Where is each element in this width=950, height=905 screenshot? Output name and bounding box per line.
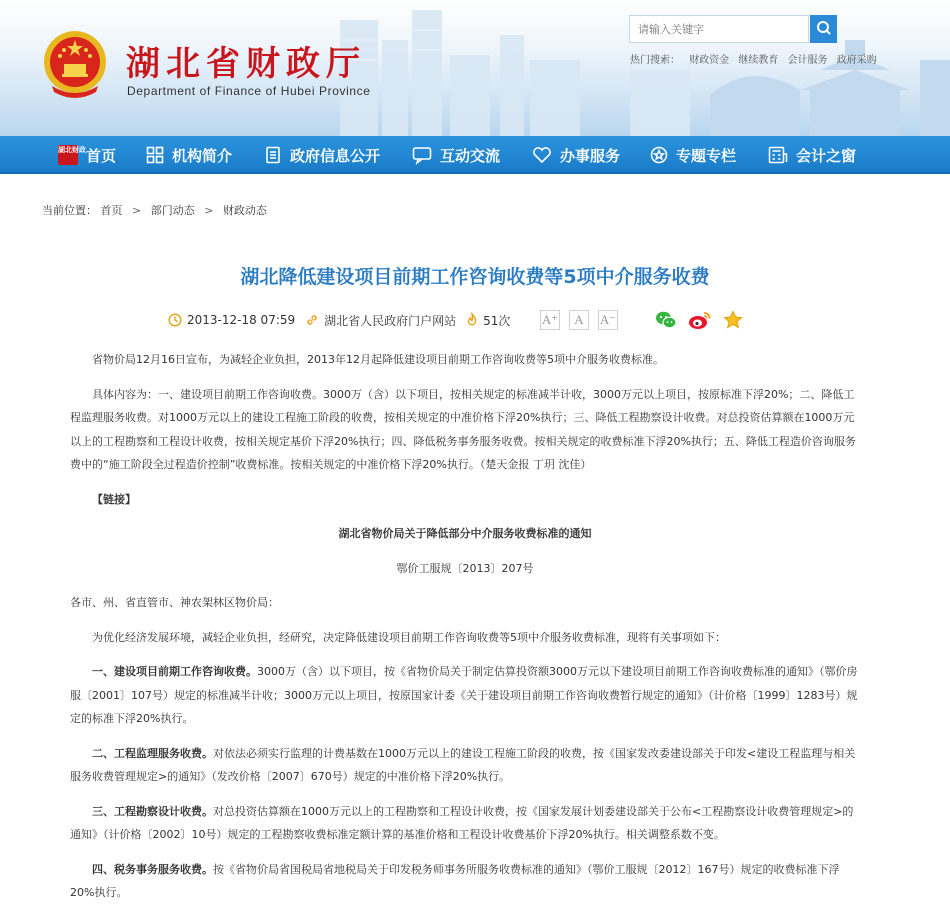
hot-link-finance-funds[interactable]: 财政资金 — [689, 55, 730, 66]
weibo-share-icon[interactable] — [688, 310, 712, 330]
notice-document-number: 鄂价工服规〔2013〕207号 — [396, 561, 534, 575]
notice-item-3 — [70, 800, 860, 847]
chat-icon — [412, 146, 432, 164]
site-title: 湖北省财政厅 — [126, 44, 366, 84]
notice-item-heading: 四、税务事务服务收费。 — [92, 862, 213, 876]
breadcrumb-department-news[interactable]: 部门动态 — [150, 204, 195, 217]
wechat-share-icon[interactable] — [655, 310, 677, 330]
grid-icon — [146, 146, 164, 164]
nav-item-home[interactable] — [58, 136, 116, 174]
article-title: 湖北降低建设项目前期工作咨询收费等5项中介服务收费 — [240, 266, 710, 288]
nav-label: 机构简介 — [172, 146, 233, 165]
breadcrumb-home[interactable]: 首页 — [100, 204, 123, 217]
notice-item-text: 按《省物价局省国税局省地税局关于印发税务师事务所服务收费标准的通知》（鄂价工服规〔2012〕167号）规定的收费标准下浮20%执行。 — [70, 862, 840, 899]
notice-item-4 — [70, 858, 860, 905]
hot-link-accounting-service[interactable]: 会计服务 — [787, 55, 828, 66]
notice-title: 湖北省物价局关于降低部分中介服务收费标准的通知 — [338, 527, 592, 540]
favorite-star-icon[interactable] — [723, 310, 743, 330]
home-badge-icon: 湖北财政 — [58, 145, 78, 165]
nav-item-about[interactable] — [146, 136, 232, 174]
nav-item-accounting-window[interactable] — [768, 136, 856, 174]
notice-intro: 为优化经济发展环境，减轻企业负担，经研究，决定降低建设项目前期工作咨询收费等5项中介服务收费标准，现将有关事项如下： — [92, 630, 726, 644]
notice-item-text: 3000万（含）以下项目，按《省物价局关于制定估算投资额3000万元以下建设项目前期工作咨询收费标准的通知》（鄂价房服〔2001〕107号）规定的标准减半计收；3000万元以上项目，按原国家计委《关于建设项目前期工作咨询收费暂行规定的通知》（计价格〔1999〕1283号）规定的标准下浮20%执行。 — [70, 665, 858, 725]
document-icon — [264, 146, 282, 164]
nav-label: 会计之窗 — [796, 146, 857, 165]
site-header — [0, 0, 950, 136]
article-body — [70, 348, 860, 905]
nav-label: 政府信息公开 — [290, 146, 381, 165]
star-icon — [650, 146, 668, 164]
notice-item-1 — [70, 660, 860, 731]
national-emblem-icon — [40, 28, 110, 100]
article-meta — [168, 309, 510, 331]
search-button[interactable] — [810, 15, 837, 43]
heart-icon — [532, 146, 552, 164]
breadcrumb-separator: > — [132, 204, 142, 217]
notice-item-text: 对总投资估算额在1000万元以上的工程勘察和工程设计收费，按《国家发展计划委建设部关于公布<工程勘察设计收费管理规定>的通知》（计价格〔2002〕10号）规定的工程勘察收费标准定额计算的基准价格和工程设计收费基价下浮20%执行。相关调整系数不变。 — [70, 804, 854, 841]
nav-label: 首页 — [86, 146, 117, 165]
article-source: 湖北省人民政府门户网站 — [324, 313, 457, 328]
hot-link-continuing-education[interactable]: 继续教育 — [738, 55, 779, 66]
breadcrumb-separator: > — [204, 204, 214, 217]
breadcrumb — [42, 202, 267, 218]
nav-item-special-topics[interactable] — [650, 136, 736, 174]
site-subtitle: Department of Finance of Hubei Province — [127, 84, 371, 98]
notice-item-text: 对依法必须实行监理的计费基数在1000万元以上的建设工程施工阶段的收费，按《国家发改委建设部关于印发<建设工程监理与相关服务收费管理规定>的通知》（发改价格〔2007〕670号）规定的中准价格下浮20%执行。 — [70, 746, 856, 783]
nav-item-services[interactable] — [532, 136, 620, 174]
article-views: 51次 — [483, 313, 511, 328]
notice-addressee: 各市、州、省直管市、神农架林区物价局： — [70, 596, 279, 609]
main-nav — [0, 136, 950, 174]
hot-link-government-procurement[interactable]: 政府采购 — [836, 55, 877, 66]
link-icon — [305, 313, 319, 327]
fire-icon — [466, 313, 478, 327]
notice-item-heading: 一、建设项目前期工作咨询收费。 — [92, 665, 257, 678]
nav-item-info-disclosure[interactable] — [264, 136, 380, 174]
font-size-default-button[interactable]: A — [569, 310, 589, 330]
nav-label: 互动交流 — [440, 146, 501, 165]
link-section-label: 【链接】 — [92, 492, 136, 506]
nav-label: 专题专栏 — [676, 146, 737, 165]
notice-item-2 — [70, 742, 860, 789]
nav-label: 办事服务 — [560, 146, 621, 165]
search-input[interactable] — [629, 15, 809, 43]
notice-item-heading: 三、工程勘察设计收费。 — [92, 804, 213, 818]
search-icon — [816, 20, 832, 36]
breadcrumb-finance-news[interactable]: 财政动态 — [222, 204, 267, 217]
hot-search-label: 热门搜索： — [630, 55, 680, 66]
paragraph-details: 具体内容为：一、建设项目前期工作咨询收费。3000万（含）以下项目，按相关规定的标准减半计收，3000万元以上项目，按原标准下浮20%；二、降低工程监理服务收费。对1000万元以上的建设工程施工阶段的收费，按相关规定的中准价格下浮20%执行；三、降低工程勘察设计收费。对总投资估算额在1000万元以上的工程勘察和工程设计收费，按相关规定基价下浮20%执行；四、降低税务事务服务收费。按相关规定的收费标准下浮20%执行；五、降低工程造价咨询服务费中的“施工阶段全过程造价控制”收费标准。按相关规定的中准价格下浮20%执行。（楚天金报 丁玥 沈佳） — [70, 387, 856, 471]
font-size-increase-button[interactable]: A⁺ — [540, 310, 560, 330]
calculator-icon — [768, 146, 788, 164]
breadcrumb-label: 当前位置： — [42, 204, 97, 217]
clock-icon — [168, 313, 182, 327]
hot-search — [630, 51, 883, 66]
paragraph-announcement: 省物价局12月16日宣布，为减轻企业负担，2013年12月起降低建设项目前期工作咨询收费等5项中介服务收费标准。 — [92, 353, 664, 366]
article-date: 2013-12-18 07:59 — [187, 313, 296, 327]
nav-item-interaction[interactable] — [412, 136, 500, 174]
notice-item-heading: 二、工程监理服务收费。 — [92, 746, 213, 760]
font-size-decrease-button[interactable]: A⁻ — [598, 310, 618, 330]
